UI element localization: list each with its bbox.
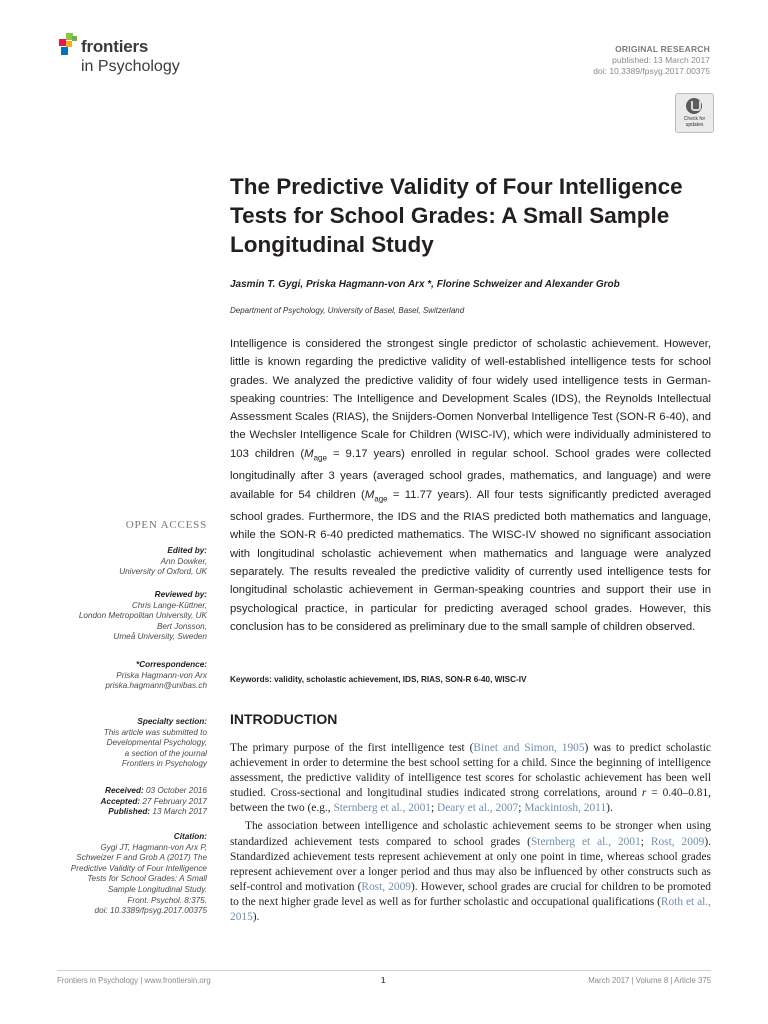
citation-link[interactable]: Roth et al., 2015 [230,895,711,924]
affiliation: Department of Psychology, University of Basel, Basel, Switzerland [230,306,465,315]
published-date: published: 13 March 2017 [612,55,710,65]
keywords: Keywords: validity, scholastic achievement, IDS, RIAS, SON-R 6-40, WISC-IV [230,675,527,684]
author-list: Jasmin T. Gygi, Priska Hagmann-von Arx *, Florine Schweizer and Alexander Grob [230,279,620,290]
check-for-updates-button[interactable] [675,93,714,133]
sidebar-edited-by: Edited by: Ann Dowker, University of Oxford, UK [119,546,207,577]
correspondence-email[interactable]: priska.hagmann@unibas.ch [105,681,207,691]
section-heading-introduction: INTRODUCTION [230,711,338,727]
citation-link[interactable]: Sternberg et al., 2001 [333,802,431,815]
journal-logo[interactable] [57,33,207,79]
open-access-label: OPEN ACCESS [125,519,207,531]
reviewer-name: Chris Lange-Küttner, [131,600,207,610]
article-meta [593,44,710,77]
reviewer-name: Bert Jonsson, [156,621,207,631]
footer-issue-info: March 2017 | Volume 8 | Article 375 [588,976,711,985]
article-title: The Predictive Validity of Four Intelligence Tests for School Grades: A Small Sample Longitudinal Study [230,174,683,257]
logo-wordmark-journal: in Psychology [81,58,180,75]
sidebar-specialty-section: Specialty section: This article was submitted to Developmental Psychology, a section of the journal Frontiers in Psychology [103,717,207,769]
abstract: Intelligence is considered the strongest single predictor of scholastic achievement. However, little is known regarding the predictive validity of well-established intelligence tests for school grades. We analyzed the predictive validity of four widely used intelligence tests in German-speaking countries: The Intelligence and Development Scales (IDS), the Reynolds Intellectual Assessment Scales (RIAS), the Snijders-Oomen Nonverbal Intelligence Test (SON-R 6-40), and the Wechsler Intelligence Scale for Children (WISC-IV), which were individually administered to 103 children ($M_{age} = 9.17$ years) enrolled in regular school. School grades were collected longitudinally after 3 years (averaged school grades, mathematics, and language) and were available for 54 children ($M_{age} = 11.77$ years). All four tests significantly predicted averaged school grades. Furthermore, the IDS and the RIAS predicted both mathematics and language, while the SON-R 6-40 predicted mathematics. The WISC-IV showed no significant association with longitudinal scholastic achievement when mathematics and language were analyzed separately. The results revealed the predictive validity of currently used intelligence tests for longitudinal scholastic achievement in German-speaking countries and support their use in psychological practice, in particular for predicting averaged school grades. However, this conclusion has to be considered as preliminary due to the small sample of children observed. [230,338,712,633]
sidebar-correspondence: *Correspondence: Priska Hagmann-von Arx priska.hagmann@unibas.ch [105,660,207,691]
editor-name: Ann Dowker, [160,556,207,566]
intro-paragraph-1: The primary purpose of the first intelligence test (Binet and Simon, 1905) was to predict scholastic achievement in order to determine the best school setting for a child. Since the beginning of intelligence assessment, the predictive validity of intelligence test scores for scholastic achievement has been well studied. Cross-sectional and longitudinal studies indicated strong correlations, around r = 0.40–0.81, between the two (e.g., Sternberg et al., 2001; Deary et al., 2007; Mackintosh, 2011). [230,742,712,815]
article-type: ORIGINAL RESEARCH [615,44,710,54]
frontiers-logo-icon [57,33,79,57]
logo-wordmark-frontiers: frontiers [81,37,149,56]
citation-link[interactable]: Rost, 2009 [650,835,705,848]
sidebar-dates: Received: 03 October 2016 Accepted: 27 February 2017 Published: 13 March 2017 [100,786,207,817]
check-for-updates-label: Check for updates [683,116,706,128]
citation-link[interactable]: Deary et al., 2007 [437,802,519,815]
citation-doi[interactable]: doi: 10.3389/fpsyg.2017.00375 [94,906,207,916]
citation-link[interactable]: Mackintosh, 2011 [524,802,607,815]
crossmark-icon [686,98,702,114]
article-doi[interactable]: doi: 10.3389/fpsyg.2017.00375 [593,66,710,76]
citation-link[interactable]: Binet and Simon, 1905 [473,742,585,754]
citation-link[interactable]: Sternberg et al., 2001 [530,835,641,848]
introduction-body [230,741,711,925]
sidebar-citation: Citation: Gygi JT, Hagmann-von Arx P, Schweizer F and Grob A (2017) The Predictive Validity of Four Intelligence Tests for School Grades: A Small Sample Longitudinal Study. Front. Psychol. 8:375. doi: 10.3389/fpsyg.2017.00375 [70,832,207,916]
citation-link[interactable]: Rost, 2009 [361,880,412,893]
footer-divider [57,970,711,971]
sidebar-reviewed-by: Reviewed by: Chris Lange-Küttner, London Metropolitan University, UK Bert Jonsson, Umeå University, Sweden [78,590,207,642]
intro-paragraph-2: The association between intelligence and scholastic achievement seems to be stronger when using standardized achievement tests compared to school grades (Sternberg et al., 2001; Rost, 2009). Standardized achievement tests represent achievement at only one point in time, whereas school grades represent achievement over a longer period and thus may also be influenced by other constructs such as self-control and motivation (Rost, 2009). However, school grades are crucial for children to be promoted to the next higher grade level as well as for further scholastic and occupational qualifications (Roth et al., 2015). [230,820,711,924]
footer-journal-link[interactable]: Frontiers in Psychology | www.frontiersin.org [57,976,211,985]
page-number: 1 [381,976,386,985]
